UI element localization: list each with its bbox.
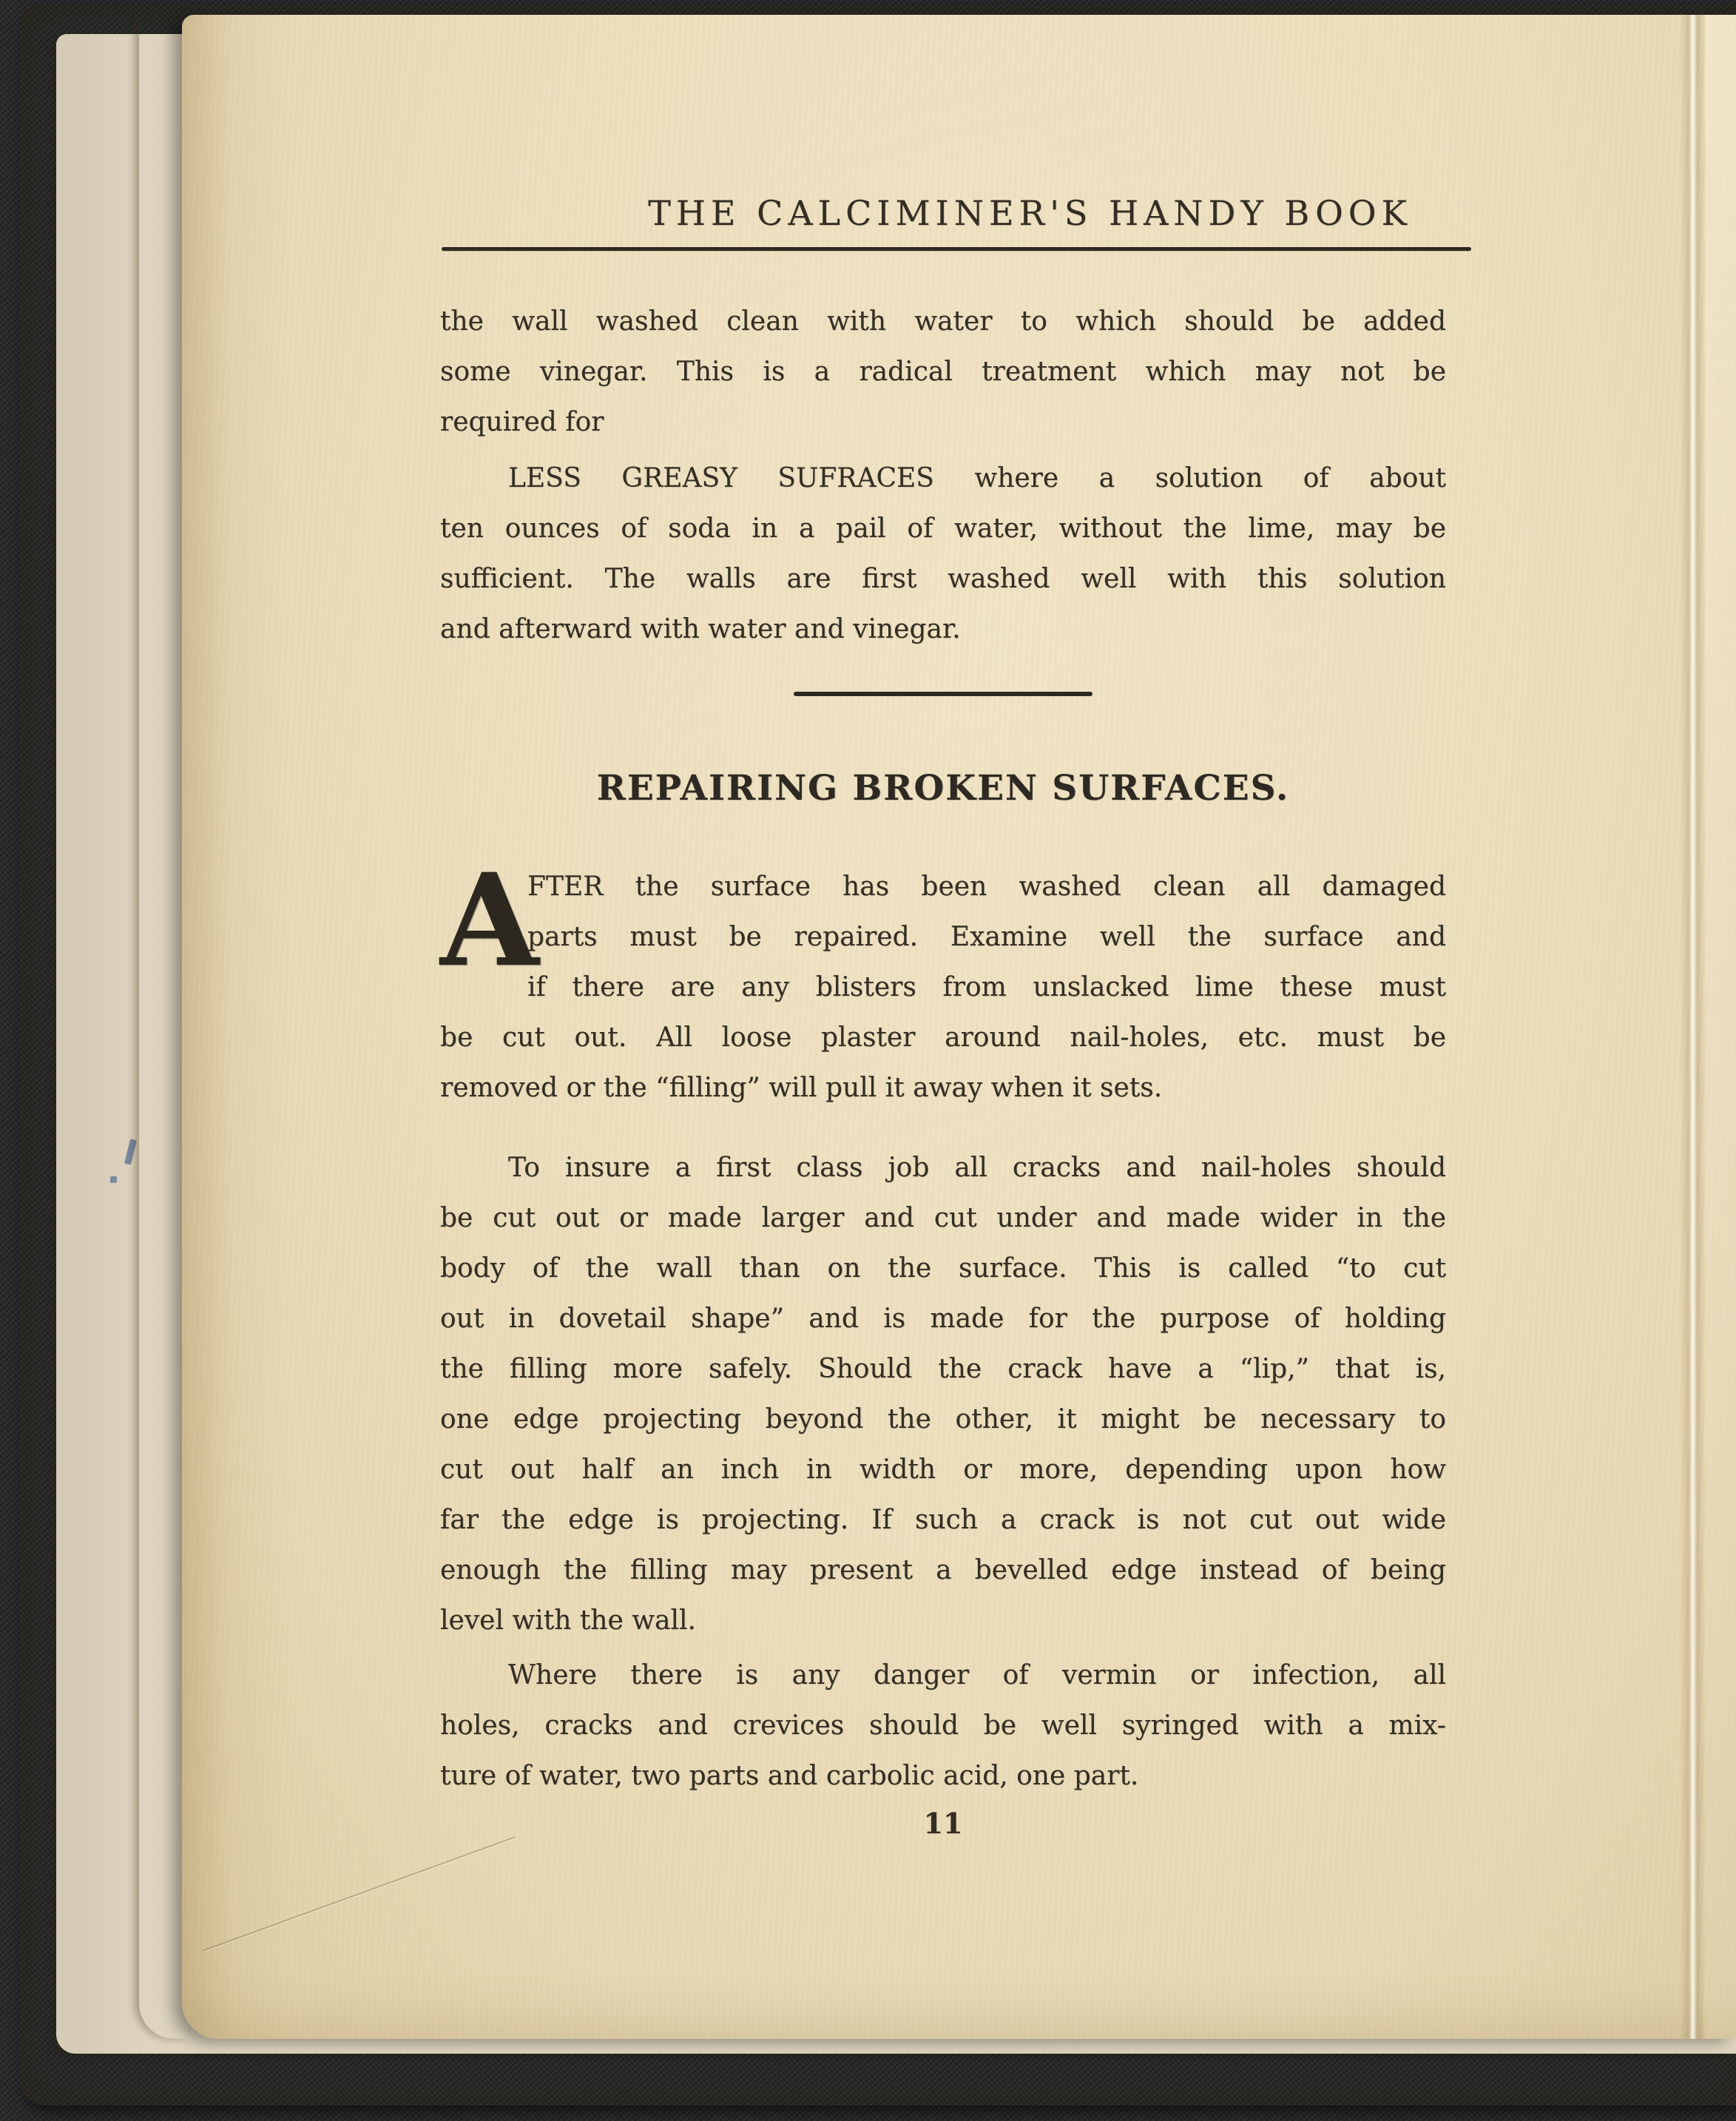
text-line: some vinegar. This is a radical treatment which may not be [440, 357, 1446, 387]
text-line: the wall washed clean with water to which should be added [440, 306, 1446, 337]
text-line: the filling more safely. Should the crack have a “lip,” that is, [440, 1354, 1446, 1384]
text-line: enough the filling may present a bevelled edge instead of being [440, 1555, 1446, 1585]
text-line: level with the wall. [440, 1605, 696, 1636]
text-line: removed or the “filling” will pull it away when it sets. [440, 1073, 1163, 1103]
page-crease-diagonal [202, 1836, 516, 1952]
book-page [182, 15, 1736, 2039]
text-line: cut out half an inch in width or more, depending upon how [440, 1454, 1446, 1485]
paragraph [440, 845, 1446, 1113]
text-line: ten ounces of soda in a pail of water, without the lime, may be [440, 513, 1446, 544]
page-edge-strip [1705, 15, 1736, 2039]
text-line: holes, cracks and crevices should be well syringed with a mix- [440, 1710, 1446, 1741]
page-content [440, 192, 1446, 1841]
text-line: if there are any blisters from unslacked lime these must [527, 972, 1446, 1002]
text-line: sufficient. The walls are first washed well with this solution [440, 564, 1446, 594]
text-line: one edge projecting beyond the other, it might be necessary to [440, 1404, 1446, 1434]
text-line: To insure a first class job all cracks and nail-holes should [508, 1153, 1446, 1183]
header-rule [442, 247, 1471, 251]
body-paragraphs-top [440, 297, 1446, 655]
text-line: required for [440, 407, 604, 437]
running-head: THE CALCIMINER'S HANDY BOOK [648, 193, 1412, 233]
text-line: parts must be repaired. Examine well the surface and [527, 922, 1446, 952]
text-line: be cut out or made larger and cut under and made wider in the [440, 1203, 1446, 1233]
text-line: FTER the surface has been washed clean all damaged [527, 871, 1446, 902]
section-divider-rule [794, 692, 1092, 696]
text-line: LESS GREASY SUFRACES where a solution of about [508, 463, 1446, 493]
paragraph [440, 1650, 1446, 1801]
ink-mark [110, 1176, 117, 1183]
text-line: Where there is any danger of vermin or infection, all [508, 1660, 1446, 1690]
text-line: be cut out. All loose plaster around nail-holes, etc. must be [440, 1022, 1446, 1053]
text-line: ture of water, two parts and carbolic acid, one part. [440, 1761, 1139, 1791]
text-line: body of the wall than on the surface. This is called “to cut [440, 1253, 1446, 1284]
drop-cap: A [440, 845, 539, 995]
page-number: 11 [923, 1807, 963, 1840]
paragraph [440, 1143, 1446, 1646]
text-line: out in dovetail shape” and is made for the purpose of holding [440, 1304, 1446, 1334]
section-heading: REPAIRING BROKEN SURFACES. [596, 768, 1290, 809]
page-edges [139, 18, 188, 2039]
paragraph [440, 297, 1446, 448]
paragraph [440, 453, 1446, 655]
body-paragraphs-main [440, 845, 1446, 1801]
text-line: and afterward with water and vinegar. [440, 614, 961, 644]
text-line: far the edge is projecting. If such a crack is not cut out wide [440, 1505, 1446, 1535]
page-crease-vertical [1680, 15, 1705, 2039]
